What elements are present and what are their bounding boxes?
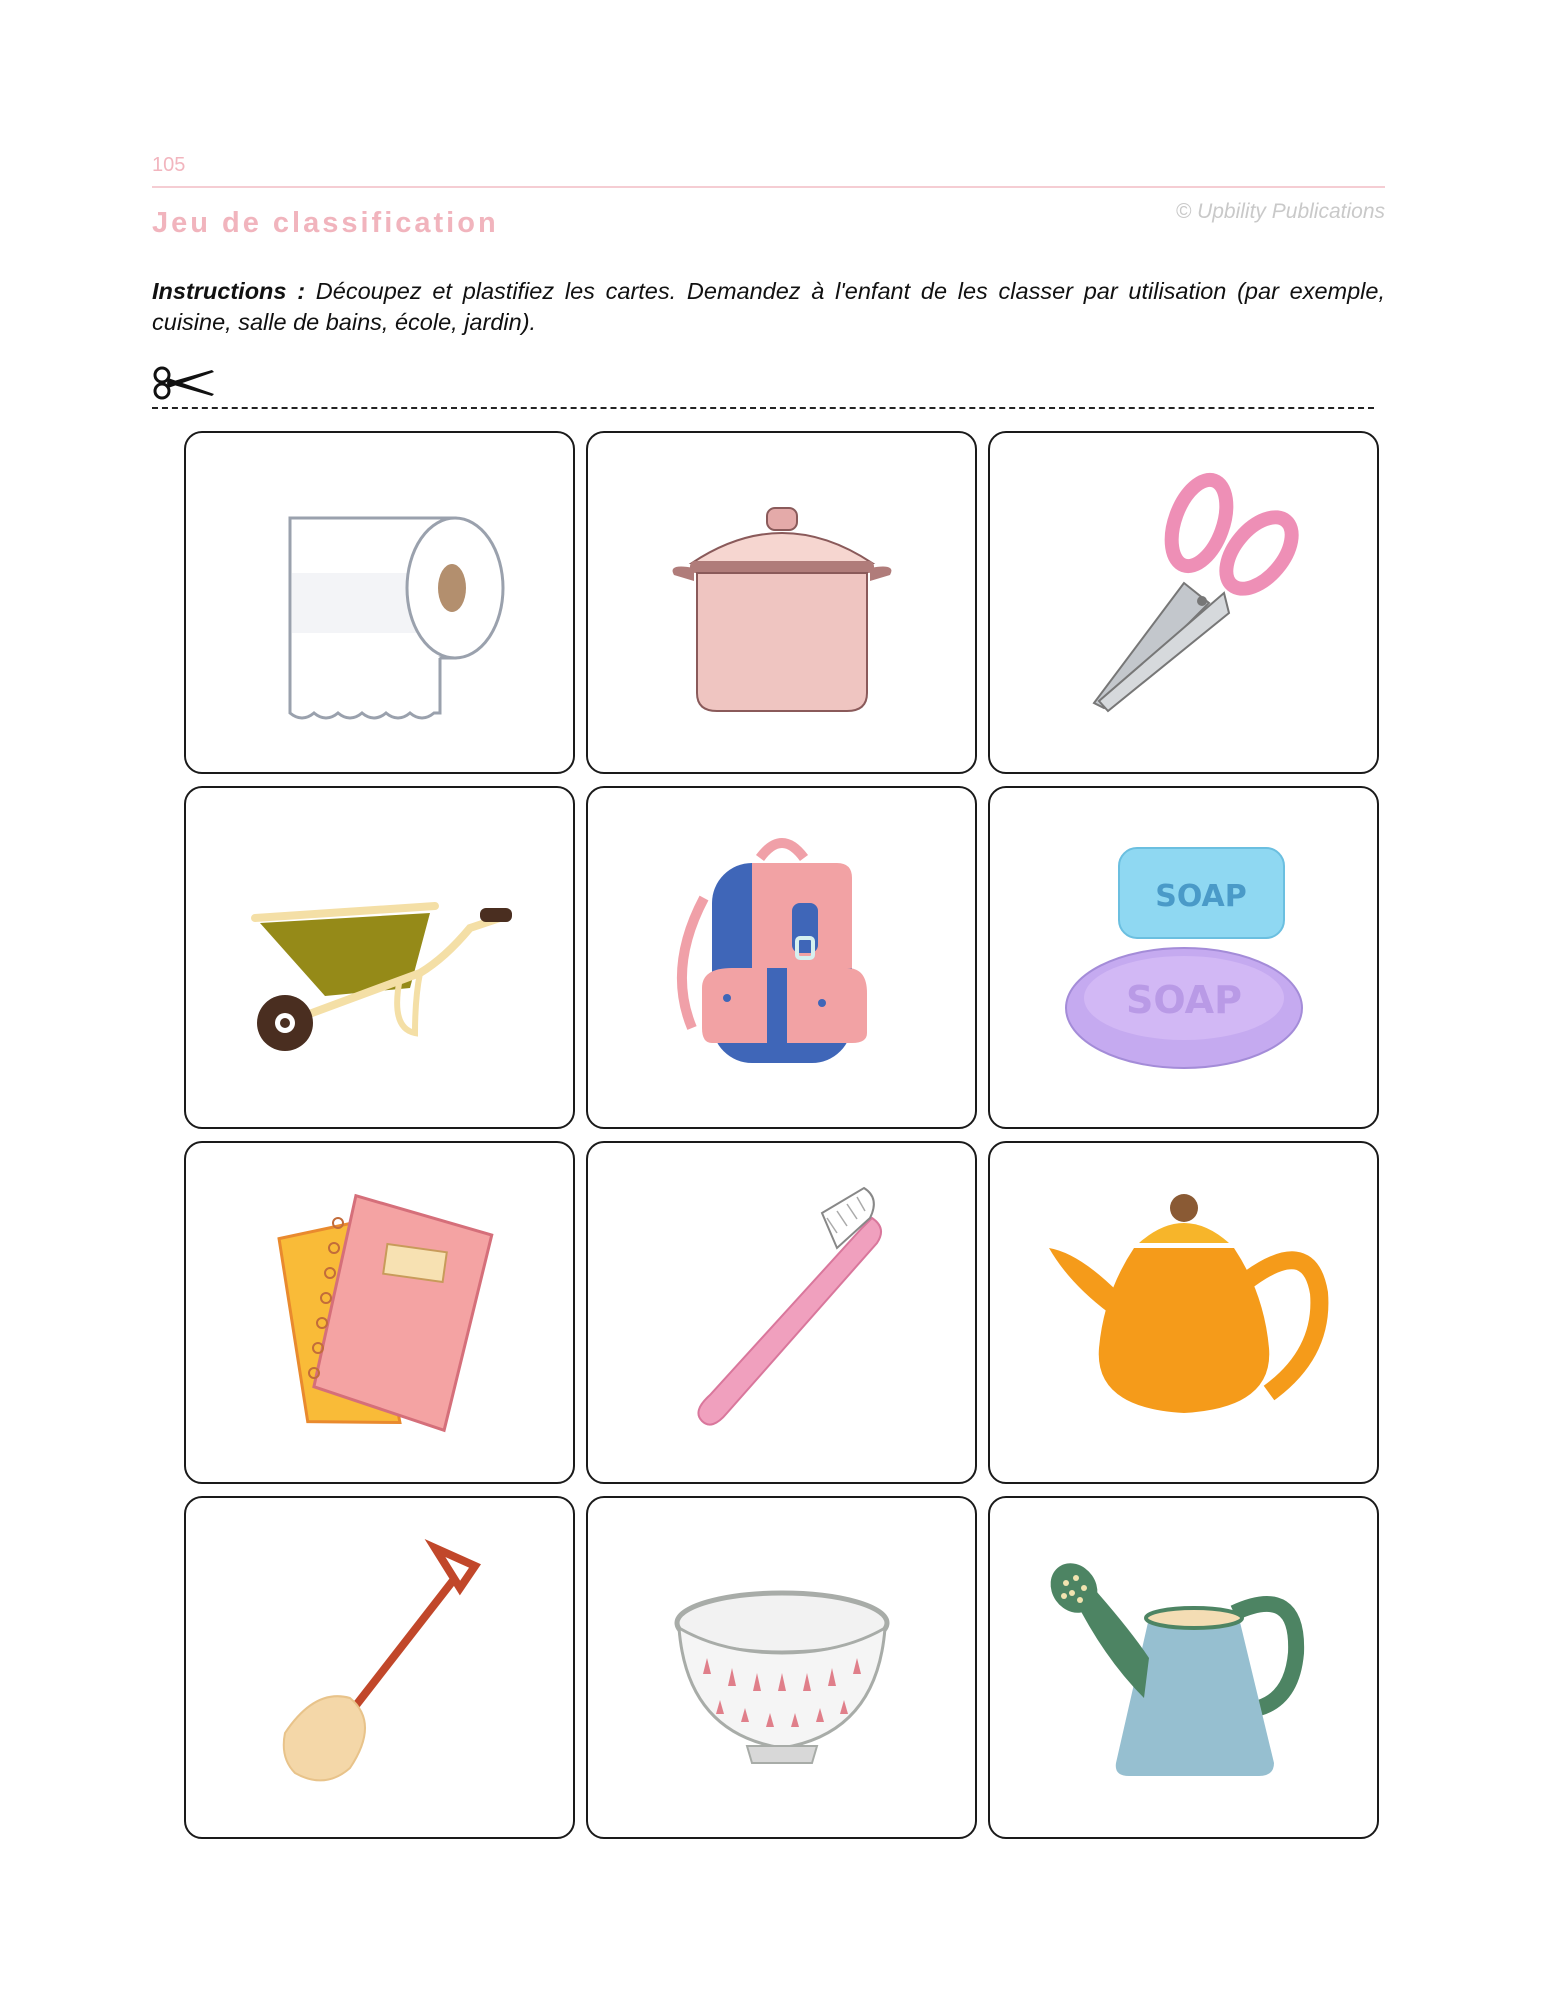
card-watering-can[interactable]	[988, 1496, 1379, 1839]
card-cooking-pot[interactable]	[586, 431, 977, 774]
card-teapot[interactable]	[988, 1141, 1379, 1484]
instructions-label: Instructions :	[152, 278, 306, 304]
cut-line	[152, 407, 1374, 409]
card-notebooks[interactable]	[184, 1141, 575, 1484]
cut-scissors-icon	[152, 366, 216, 400]
card-toilet-paper[interactable]	[184, 431, 575, 774]
card-soap[interactable]	[988, 786, 1379, 1129]
card-grid	[184, 431, 1386, 1839]
toilet-paper-icon	[230, 463, 530, 743]
instructions-text: Découpez et plastifiez les cartes. Demandez à l'enfant de les classer par utilisation (par exemple, cuisine, salle de bains, école, jardin).	[152, 278, 1385, 335]
soap-label-top: SOAP	[1154, 878, 1247, 914]
copyright-notice: © Upbility Publications	[1175, 200, 1385, 223]
scissors-icon	[1034, 463, 1334, 743]
card-backpack[interactable]	[586, 786, 977, 1129]
soap-label-bottom: SOAP	[1125, 977, 1242, 1022]
backpack-icon	[632, 818, 932, 1098]
wheelbarrow-icon	[230, 818, 530, 1098]
bowl-icon	[632, 1528, 932, 1808]
shovel-icon	[230, 1528, 530, 1808]
page-number: 105	[152, 154, 186, 176]
toothbrush-icon	[632, 1173, 932, 1453]
soap-icon	[1034, 818, 1334, 1098]
notebooks-icon	[230, 1173, 530, 1453]
page-title: Jeu de classification	[152, 207, 499, 239]
card-shovel[interactable]	[184, 1496, 575, 1839]
card-bowl[interactable]	[586, 1496, 977, 1839]
header-divider	[152, 186, 1385, 188]
cooking-pot-icon	[632, 463, 932, 743]
card-wheelbarrow[interactable]	[184, 786, 575, 1129]
card-toothbrush[interactable]	[586, 1141, 977, 1484]
watering-can-icon	[1034, 1528, 1334, 1808]
teapot-icon	[1034, 1173, 1334, 1453]
card-scissors[interactable]	[988, 431, 1379, 774]
instructions-paragraph	[152, 276, 1385, 338]
